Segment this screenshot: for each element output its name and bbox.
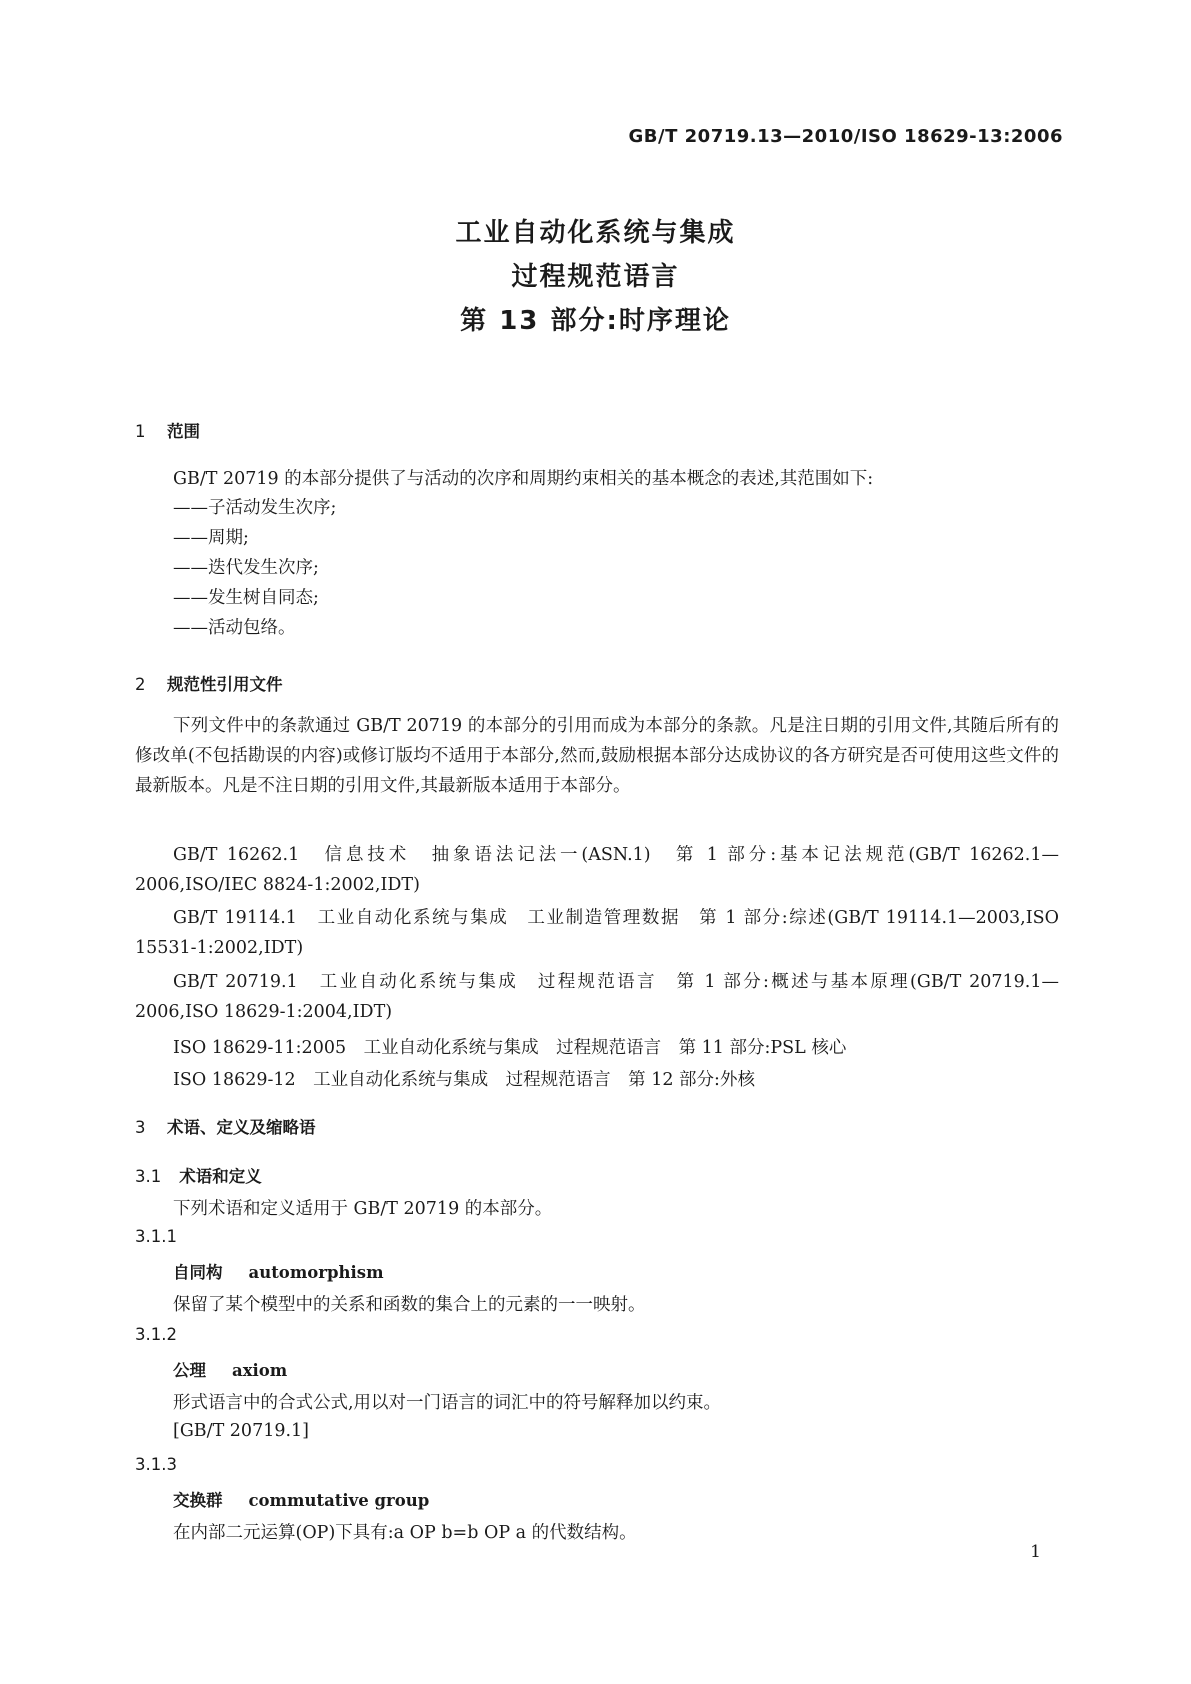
title-line-1: 工业自动化系统与集成 (455, 218, 736, 248)
list-item: ——迭代发生次序; (173, 558, 319, 578)
term-en: commutative group (248, 1491, 430, 1510)
section-3-heading (135, 1114, 316, 1138)
term-definition: 在内部二元运算(OP)下具有:a OP b=b OP a 的代数结构。 (173, 1523, 637, 1543)
section-number: 3 (135, 1118, 146, 1137)
term-zh: 公理 (173, 1361, 206, 1380)
section-2-heading (135, 671, 283, 695)
term-zh: 交换群 (173, 1491, 223, 1510)
normative-reference: GB/T 16262.1 信息技术 抽象语法记法一(ASN.1) 第 1 部分:基本记法规范(GB/T 16262.1—2006,ISO/IEC 8824-1:2002,IDT) (135, 845, 1059, 895)
section-number: 1 (135, 422, 146, 441)
normative-reference: GB/T 20719.1 工业自动化系统与集成 过程规范语言 第 1 部分:概述与基本原理(GB/T 20719.1—2006,ISO 18629-1:2004,IDT) (135, 972, 1059, 1022)
term-heading (173, 1357, 287, 1381)
term-definition: 形式语言中的合式公式,用以对一门语言的词汇中的符号解释加以约束。 (173, 1393, 722, 1413)
term-number: 3.1.1 (135, 1227, 177, 1246)
subsection-title: 术语和定义 (179, 1167, 262, 1186)
list-item: ——发生树自同态; (173, 588, 319, 608)
term-heading (173, 1259, 384, 1283)
title-line-3: 第 13 部分:时序理论 (460, 306, 731, 336)
section-1-heading (135, 418, 200, 442)
subsection-intro: 下列术语和定义适用于 GB/T 20719 的本部分。 (173, 1199, 553, 1219)
section-1-intro: GB/T 20719 的本部分提供了与活动的次序和周期约束相关的基本概念的表述,其范围如下: (173, 469, 874, 489)
subsection-number: 3.1 (135, 1167, 162, 1186)
term-en: axiom (232, 1361, 288, 1380)
normative-reference: ISO 18629-12 工业自动化系统与集成 过程规范语言 第 12 部分:外核 (173, 1070, 755, 1090)
term-heading (173, 1487, 429, 1511)
list-item: ——子活动发生次序; (173, 498, 337, 518)
normative-reference: GB/T 19114.1 工业自动化系统与集成 工业制造管理数据 第 1 部分:综述(GB/T 19114.1—2003,ISO 15531-1:2002,IDT) (135, 908, 1059, 958)
normative-reference: ISO 18629-11:2005 工业自动化系统与集成 过程规范语言 第 11 部分:PSL 核心 (173, 1038, 847, 1058)
term-number: 3.1.3 (135, 1455, 177, 1474)
term-source: [GB/T 20719.1] (173, 1421, 309, 1441)
list-item: ——周期; (173, 528, 249, 548)
section-title: 术语、定义及缩略语 (167, 1118, 316, 1137)
term-zh: 自同构 (173, 1263, 223, 1282)
term-number: 3.1.2 (135, 1325, 177, 1344)
term-en: automorphism (248, 1263, 384, 1282)
standard-code: GB/T 20719.13—2010/ISO 18629-13:2006 (628, 126, 1063, 147)
section-2-paragraph: 下列文件中的条款通过 GB/T 20719 的本部分的引用而成为本部分的条款。凡是注日期的引用文件,其随后所有的修改单(不包括勘误的内容)或修订版均不适用于本部分,然而,鼓励根据本部分达成协议的各方研究是否可使用这些文件的最新版本。凡是不注日期的引用文件,其最新版本适用于本部分。 (135, 716, 1059, 796)
section-number: 2 (135, 675, 146, 694)
list-item: ——活动包络。 (173, 618, 296, 638)
term-definition: 保留了某个模型中的关系和函数的集合上的元素的一一映射。 (173, 1295, 646, 1315)
page-number: 1 (1030, 1542, 1041, 1562)
section-title: 规范性引用文件 (167, 675, 283, 694)
subsection-3-1-heading (135, 1163, 262, 1187)
title-line-2: 过程规范语言 (511, 262, 680, 292)
section-title: 范围 (167, 422, 200, 441)
